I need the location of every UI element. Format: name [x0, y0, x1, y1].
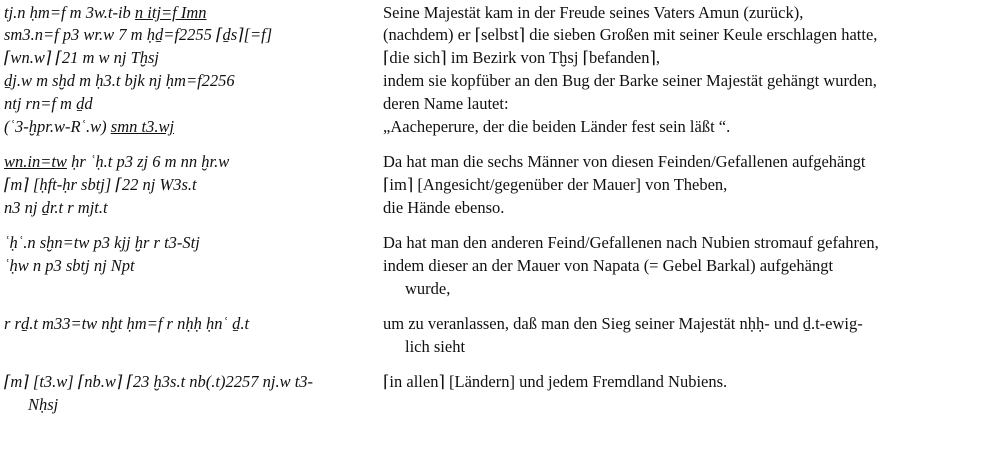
- cartouche-name: (ʿ3-ḫpr.w-Rʿ.w): [4, 117, 111, 136]
- transliteration-line: ⌈m⌉ [t3.w] ⌈nb.w⌉ ⌈23 ḫ3s.t nb(.t)2257 nj.w t3-: [4, 372, 314, 391]
- transliteration-line: sm3.n=f p3 wr.w 7 m ḥḏ=f2255 ⌈ḏs⌉[=f]: [4, 25, 273, 44]
- translation-line: ⌈in allen⌉ [Ländern] und jedem Fremdland Nubiens.: [383, 372, 728, 391]
- translation-line: um zu veranlassen, daß man den Sieg seiner Majestät nḥḥ- und ḏ.t-ewig-: [383, 314, 863, 333]
- translation-line: Da hat man den anderen Feind/Gefallenen nach Nubien stromauf gefahren,: [383, 233, 879, 252]
- transliteration-line: ntj rn=f m ḏd: [4, 94, 93, 113]
- transliteration-line: [4, 3, 207, 23]
- translation-line: ⌈im⌉ [Angesicht/gegenüber der Mauer] von Theben,: [383, 175, 728, 194]
- transliteration-line: [4, 117, 174, 137]
- translation-line: die Hände ebenso.: [383, 198, 505, 217]
- transliteration-line: n3 nj ḏr.t r mjt.t: [4, 198, 108, 217]
- translation-line: Da hat man die sechs Männer von diesen Feinden/Gefallenen aufgehängt: [383, 152, 866, 171]
- transliteration-line: [4, 152, 229, 172]
- translation-line: ⌈die sich⌉ im Bezirk von Tḫsj ⌈befanden⌉,: [383, 48, 661, 67]
- transliteration-underlined: smn t3.wj: [110, 117, 175, 136]
- translation-line: Seine Majestät kam in der Freude seines Vaters Amun (zurück),: [383, 3, 804, 22]
- transliteration-line: ⌈m⌉ [ḥft-ḥr sbtj] ⌈22 nj W3s.t: [4, 175, 197, 194]
- translation-line: (nachdem) er ⌈selbst⌉ die sieben Großen mit seiner Keule erschlagen hatte,: [383, 25, 878, 44]
- translation-line: indem dieser an der Mauer von Napata (= Gebel Barkal) aufgehängt: [383, 256, 834, 275]
- transliteration-line: ⌈wn.w⌉ ⌈21 m w nj Tḫsj: [4, 48, 160, 67]
- translation-line: deren Name lautet:: [383, 94, 509, 113]
- transliteration-line: ʿḥw n p3 sbtj nj Npt: [4, 256, 135, 275]
- transliteration-underlined: wn.in=tw: [4, 152, 67, 171]
- transliteration-line: ʿḥʿ.n sḫn=tw p3 kjj ḫr r t3-Stj: [4, 233, 200, 252]
- translation-continuation: wurde,: [405, 279, 451, 298]
- transliteration-continuation: Nḥsj: [28, 395, 59, 414]
- translation-continuation: lich sieht: [405, 337, 466, 356]
- translation-line: indem sie kopfüber an den Bug der Barke seiner Majestät gehängt wurden,: [383, 71, 877, 90]
- transliteration-text: ḥr ʿḥ.t p3 zj 6 m nn ḫr.w: [66, 152, 230, 171]
- transliteration-line: r rḏ.t m33=tw nḫt ḥm=f r nḥḥ ḥnʿ ḏ.t: [4, 314, 250, 333]
- transliteration-underlined: n itj=f Imn: [134, 3, 207, 22]
- transliteration-line: ḏj.w m sḫd m ḥ3.t bjk nj ḥm=f2256: [4, 71, 235, 90]
- translation-line: „Aacheperure, der die beiden Länder fest sein läßt “.: [383, 117, 731, 136]
- transliteration-text: tj.n ḥm=f m 3w.t-ib: [4, 3, 135, 22]
